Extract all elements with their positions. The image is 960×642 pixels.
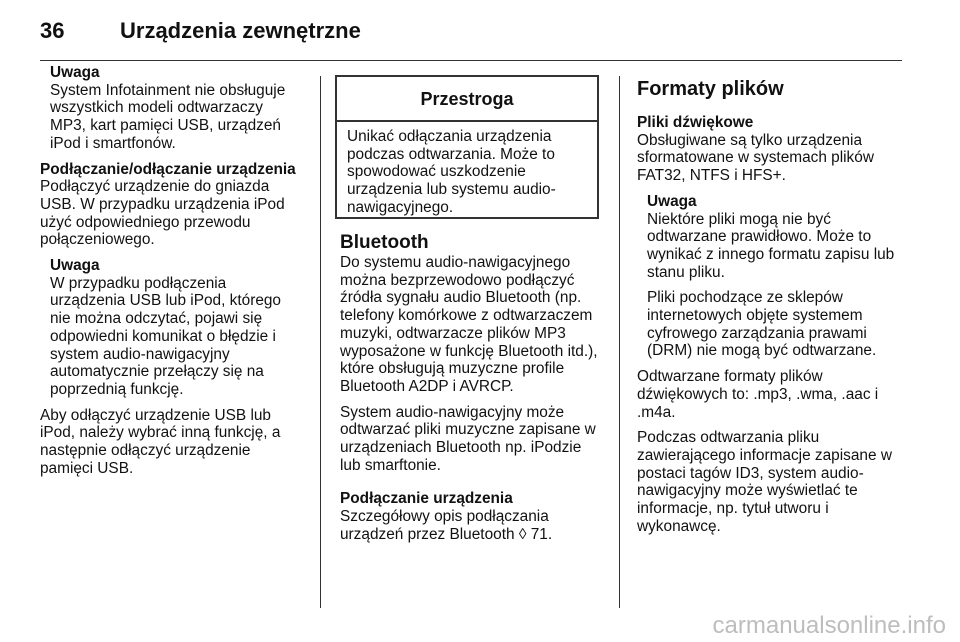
column-divider-2	[619, 76, 620, 608]
id3-paragraph: Podczas odtwarzania pliku zawierającego informacje zapisane w postaci tagów ID3, system audio-nawigacyjny może wyświetlać te informacje, np. tytuł utworu i wykonawcę.	[637, 429, 892, 535]
audio-files-section	[637, 114, 905, 185]
formats-heading: Formaty plików	[637, 78, 784, 100]
note-text-2: Pliki pochodzące ze sklepów internetowych objęte systemem cyfrowego zarządzania prawami (DRM) nie mogą być odtwarzane.	[647, 289, 877, 360]
page-reference-number: 71.	[526, 525, 553, 543]
header-rule	[40, 60, 902, 61]
note-unreadable-device	[50, 257, 302, 399]
disconnect-paragraph: Aby odłączyć urządzenie USB lub iPod, należy wybrać inną funkcję, a następnie odłączyć urządzenie pamięci USB.	[40, 406, 281, 477]
subsection-text: Szczegółowy opis podłączania urządzeń przez Bluetooth	[340, 508, 549, 543]
bluetooth-paragraph-1: Do systemu audio-nawigacyjnego można bezprzewodowo podłączyć źródła sygnału audio Bluetooth (np. telefony komórkowe z odtwarzaczem muzyki, odtwarzacze plików MP3 wyposażone w funkcję Bluetooth itd.), które obsługują muzyczne profile Bluetooth A2DP i AVRCP.	[340, 254, 598, 395]
caution-title: Przestroga	[337, 77, 597, 122]
note-title: Uwaga	[50, 257, 100, 275]
section-heading: Podłączanie/odłączanie urządzenia	[40, 160, 296, 178]
connect-device-section	[340, 490, 604, 543]
section-text: Podłączyć urządzenie do gniazda USB. W przypadku urządzenia iPod użyć odpowiedniego przewodu połączeniowego.	[40, 178, 285, 249]
page-number: 36	[40, 18, 65, 43]
column-1	[40, 64, 302, 485]
note-playback	[647, 193, 905, 282]
note-text-1: Niektóre pliki mogą nie być odtwarzane prawidłowo. Może to wynikać z innego formatu zapisu lub stanu pliku.	[647, 210, 895, 281]
note-text: System Infotainment nie obsługuje wszystkich modeli odtwarzaczy MP3, kart pamięci USB, urządzeń iPod i smartfonów.	[50, 81, 286, 152]
note-drm	[647, 289, 905, 360]
bluetooth-heading: Bluetooth	[340, 232, 429, 253]
caution-box	[335, 75, 599, 219]
column-divider-1	[320, 76, 321, 608]
column-3	[637, 64, 905, 543]
watermark: carmanualsonline.info	[712, 612, 946, 639]
note-incompatible-devices	[50, 64, 302, 153]
supported-formats-paragraph: Odtwarzane formaty plików dźwiękowych to: .mp3, .wma, .aac i .m4a.	[637, 368, 879, 421]
caution-text: Unikać odłączania urządzenia podczas odtwarzania. Może to spowodować uszkodzenie urządzenia lub systemu audio-nawigacyjnego.	[347, 128, 556, 216]
note-text: W przypadku podłączenia urządzenia USB lub iPod, którego nie można odczytać, pojawi się odpowiedni komunikat o błędzie i system audio-nawigacyjny automatycznie przełączy się na poprzednią funkcję.	[50, 274, 281, 398]
connect-section	[40, 161, 302, 250]
bluetooth-paragraph-2: System audio-nawigacyjny może odtwarzać pliki muzyczne zapisane w urządzeniach Bluetooth np. iPodzie lub smarftonie.	[340, 403, 596, 474]
note-title: Uwaga	[647, 192, 697, 210]
audio-files-text: Obsługiwane są tylko urządzenia sformatowane w systemach plików FAT32, NTFS i HFS+.	[637, 131, 874, 185]
subsection-heading: Podłączanie urządzenia	[340, 490, 513, 508]
subsection-heading: Pliki dźwiękowe	[637, 114, 754, 131]
page-reference-icon: ◊	[518, 525, 527, 543]
note-title: Uwaga	[50, 64, 100, 81]
page-title: Urządzenia zewnętrzne	[120, 18, 361, 43]
column-2	[340, 232, 604, 552]
